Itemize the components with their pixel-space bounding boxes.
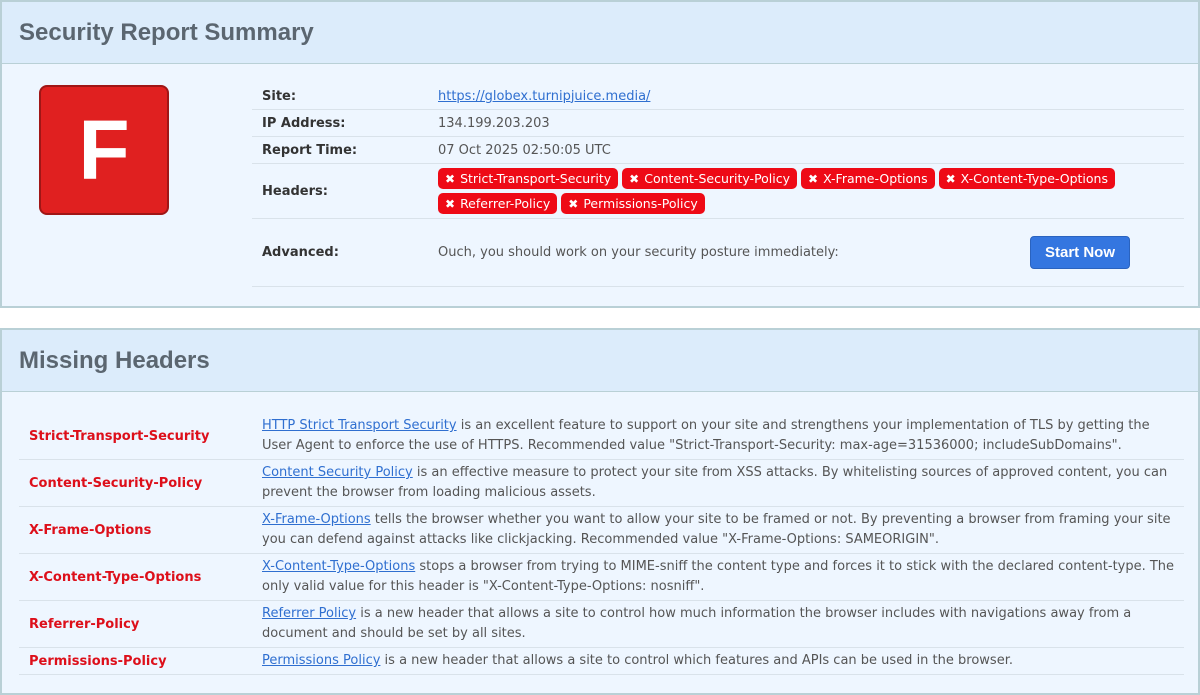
header-doc-link[interactable]: Referrer Policy	[262, 606, 357, 621]
advanced-text: Ouch, you should work on your security posture immediately:	[438, 245, 839, 260]
missing-header-name: X-Content-Type-Options	[29, 569, 202, 585]
header-tag	[438, 193, 557, 214]
header-tag	[438, 168, 618, 189]
header-tag-label: X-Content-Type-Options	[960, 171, 1108, 186]
header-tag	[939, 168, 1115, 189]
missing-header-description	[262, 651, 1184, 671]
missing-headers-header	[2, 330, 1198, 392]
site-label: Site:	[262, 88, 297, 104]
x-mark-icon: ✖	[445, 196, 456, 211]
header-description-text: is a new header that allows a site to control which features and APIs can be used in the browser.	[380, 653, 1013, 668]
site-link[interactable]: https://globex.turnipjuice.media/	[438, 88, 651, 104]
missing-headers-title: Missing Headers	[19, 347, 210, 374]
x-mark-icon: ✖	[629, 171, 640, 186]
header-doc-link[interactable]: X-Frame-Options	[262, 512, 371, 527]
header-tag	[801, 168, 935, 189]
missing-header-name: Strict-Transport-Security	[29, 428, 210, 444]
missing-header-row	[19, 601, 1184, 648]
missing-header-row	[19, 507, 1184, 554]
missing-header-description	[262, 604, 1184, 644]
headers-label: Headers:	[262, 183, 328, 199]
missing-header-name: Content-Security-Policy	[29, 475, 203, 491]
report-time-value: 07 Oct 2025 02:50:05 UTC	[438, 142, 611, 158]
header-tag-label: Referrer-Policy	[460, 196, 551, 211]
x-mark-icon: ✖	[568, 196, 579, 211]
start-now-button[interactable]: Start Now	[1030, 236, 1130, 269]
missing-header-row	[19, 554, 1184, 601]
header-tag	[622, 168, 797, 189]
header-description-text: tells the browser whether you want to allow your site to be framed or not. By preventing a browser from framing your site you can defend against attacks like clickjacking. Recommended value "X-Frame-Options: SAMEORIGIN".	[262, 512, 1171, 547]
header-tag	[561, 193, 704, 214]
advanced-row	[252, 219, 1184, 287]
report-time-label: Report Time:	[262, 142, 358, 158]
summary-title: Security Report Summary	[19, 19, 314, 46]
grade-badge: F	[39, 85, 169, 215]
header-description-text: is an excellent feature to support on your site and strengthens your implementation of TLS by getting the User Agent to enforce the use of HTTPS. Recommended value "Strict-Transport-Security: max-age=31536000; includeSubDomains".	[262, 418, 1150, 453]
ip-label: IP Address:	[262, 115, 346, 131]
ip-value: 134.199.203.203	[438, 115, 550, 131]
header-description-text: stops a browser from trying to MIME-sniff the content type and forces it to stick with the declared content-type. The only valid value for this header is "X-Content-Type-Options: nosniff".	[262, 559, 1175, 594]
x-mark-icon: ✖	[808, 171, 819, 186]
ip-row	[252, 110, 1184, 137]
x-mark-icon: ✖	[445, 171, 456, 186]
header-description-text: is an effective measure to protect your site from XSS attacks. By whitelisting sources of approved content, you can prevent the browser from loading malicious assets.	[262, 465, 1168, 500]
header-tag-label: Content-Security-Policy	[644, 171, 791, 186]
missing-header-description	[262, 510, 1184, 550]
summary-info-table	[252, 83, 1184, 287]
header-doc-link[interactable]: X-Content-Type-Options	[262, 559, 416, 574]
advanced-label: Advanced:	[262, 245, 339, 260]
header-description-text: is a new header that allows a site to control how much information the browser includes with navigations away from a document and should be set by all sites.	[262, 606, 1132, 641]
missing-header-description	[262, 416, 1184, 456]
missing-header-tags	[438, 168, 1138, 214]
missing-header-row	[19, 648, 1184, 675]
x-mark-icon: ✖	[945, 171, 956, 186]
missing-header-row	[19, 460, 1184, 507]
header-doc-link[interactable]: Content Security Policy	[262, 465, 413, 480]
header-tag-label: Strict-Transport-Security	[460, 171, 612, 186]
header-tag-label: Permissions-Policy	[583, 196, 698, 211]
summary-panel	[0, 0, 1200, 308]
summary-header	[2, 2, 1198, 64]
missing-headers-table	[19, 413, 1184, 675]
header-tag-label: X-Frame-Options	[823, 171, 928, 186]
missing-header-name: Permissions-Policy	[29, 653, 167, 669]
missing-header-name: X-Frame-Options	[29, 522, 152, 538]
header-doc-link[interactable]: HTTP Strict Transport Security	[262, 418, 457, 433]
missing-header-description	[262, 557, 1184, 597]
header-doc-link[interactable]: Permissions Policy	[262, 653, 381, 668]
headers-row	[252, 164, 1184, 219]
report-time-row	[252, 137, 1184, 164]
missing-headers-panel	[0, 328, 1200, 695]
missing-header-description	[262, 463, 1184, 503]
site-row	[252, 83, 1184, 110]
missing-header-row	[19, 413, 1184, 460]
missing-header-name: Referrer-Policy	[29, 616, 140, 632]
